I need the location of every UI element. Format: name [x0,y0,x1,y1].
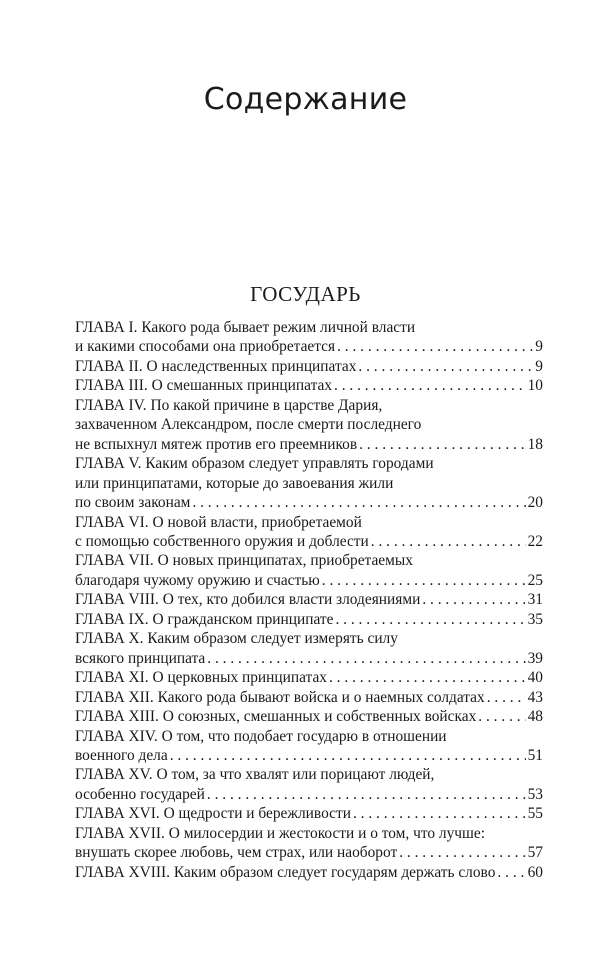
toc-entry-text: ГЛАВА XVIII. Каким образом следует государям держать слово [75,863,496,881]
toc-entry-text: военного дела [75,746,168,764]
page-number: 22 [527,532,543,550]
dot-leader [478,707,525,726]
toc-entry-text: с помощью собственного оружия и доблести [75,532,369,550]
toc-entry-last-line [75,571,543,590]
dot-leader [337,337,533,356]
toc-entry-last-line [75,688,543,707]
toc-entry-text: особенно государей [75,785,205,803]
dot-leader [170,746,526,765]
toc-entry-last-line [75,843,543,862]
dot-leader [335,610,525,629]
toc-entry[interactable] [75,551,543,590]
toc-entry-last-line [75,337,543,356]
toc-entry-last-line [75,649,543,668]
toc-entry-last-line [75,357,543,376]
dot-leader [422,590,525,609]
dot-leader [192,493,525,512]
dot-leader [329,668,526,687]
page-number: 20 [527,494,543,512]
toc-entry[interactable] [75,376,543,395]
toc-entry-last-line [75,804,543,823]
dot-leader [371,532,526,551]
toc-entry[interactable] [75,804,543,823]
toc-entry-text: всякого принципата [75,649,206,667]
toc-entry-last-line [75,532,543,551]
toc-entry[interactable] [75,688,543,707]
toc-entry-line: ГЛАВА IV. По какой причине в царстве Дария, [75,396,383,414]
page-number: 43 [527,688,543,706]
toc-entry-last-line [75,493,543,512]
toc-entry-line: ГЛАВА V. Каким образом следует управлять городами [75,455,434,473]
page-number: 25 [527,571,543,589]
page-number: 51 [527,746,543,764]
section-title: ГОСУДАРЬ [250,282,361,306]
toc-entry-text: ГЛАВА II. О наследственных принципатах [75,357,357,375]
toc-entry[interactable] [75,668,543,687]
page-number: 60 [527,863,543,881]
toc-entry-line: ГЛАВА XVII. О милосердии и жестокости и о том, что лучше: [75,824,485,842]
toc-entry[interactable] [75,863,543,882]
toc-entry-line: ГЛАВА XIV. О том, что подобает государю в отношении [75,727,447,745]
page-number: 57 [527,844,543,862]
toc-entry-last-line [75,590,543,609]
page-number: 35 [527,610,543,628]
toc-entry-text: ГЛАВА XII. Какого рода бывают войска и о наемных солдатах [75,688,485,706]
toc-entry-last-line [75,785,543,804]
dot-leader [322,571,526,590]
toc-entry-last-line [75,746,543,765]
toc-entry-text: по своим законам [75,494,191,512]
toc-entry[interactable] [75,357,543,376]
toc-entry-text: и какими способами она приобретается [75,338,336,356]
toc-entry-text: ГЛАВА VIII. О тех, кто добился власти злодеяниями [75,591,421,609]
toc-entry-line: ГЛАВА X. Каким образом следует измерять силу [75,630,398,648]
toc-entry-text: не вспыхнул мятеж против его преемников [75,435,358,453]
toc-entry[interactable] [75,765,543,804]
table-of-contents [75,318,543,882]
toc-entry-line: или принципатами, которые до завоевания жили [75,474,394,492]
toc-entry[interactable] [75,629,543,668]
toc-entry[interactable] [75,610,543,629]
toc-entry[interactable] [75,824,543,863]
toc-entry-line: ГЛАВА VI. О новой власти, приобретаемой [75,513,362,531]
dot-leader [353,804,526,823]
toc-entry-last-line [75,376,543,395]
page-number: 40 [527,669,543,687]
toc-entry[interactable] [75,318,543,357]
page-number: 31 [527,591,543,609]
dot-leader [358,357,533,376]
toc-entry[interactable] [75,454,543,512]
page-number: 9 [535,338,543,356]
toc-entry-text: благодаря чужому оружию и счастью [75,571,320,589]
toc-entry-line: ГЛАВА I. Какого рода бывает режим личной власти [75,319,416,336]
toc-entry[interactable] [75,727,543,766]
toc-entry-last-line [75,863,543,882]
page-number: 18 [527,435,543,453]
page-number: 39 [527,649,543,667]
page-number: 48 [527,708,543,726]
toc-entry-text: ГЛАВА III. О смешанных принципатах [75,377,333,395]
page-number: 10 [527,377,543,395]
toc-entry-text: ГЛАВА XIII. О союзных, смешанных и собственных войсках [75,708,477,726]
toc-entry[interactable] [75,513,543,552]
toc-entry-text: внушать скорее любовь, чем страх, или наоборот [75,844,398,862]
toc-entry[interactable] [75,396,543,454]
dot-leader [399,843,525,862]
toc-entry-last-line [75,610,543,629]
dot-leader [334,376,526,395]
toc-entry[interactable] [75,590,543,609]
dot-leader [207,785,526,804]
dot-leader [207,649,525,668]
toc-entry-last-line [75,435,543,454]
toc-entry-line: захваченном Александром, после смерти последнего [75,416,422,434]
toc-entry-last-line [75,707,543,726]
page-number: 53 [527,785,543,803]
toc-entry-text: ГЛАВА XI. О церковных принципатах [75,669,327,687]
page-number: 9 [535,357,543,375]
toc-entry-text: ГЛАВА IX. О гражданском принципате [75,610,334,628]
dot-leader [359,435,526,454]
toc-entry-text: ГЛАВА XVI. О щедрости и бережливости [75,805,351,823]
dot-leader [487,688,526,707]
toc-entry-line: ГЛАВА VII. О новых принципатах, приобретаемых [75,552,413,570]
page-title: Содержание [203,82,408,117]
toc-entry-line: ГЛАВА XV. О том, за что хвалят или порицают людей, [75,766,435,784]
dot-leader [497,863,525,882]
page-number: 55 [527,805,543,823]
toc-entry[interactable] [75,707,543,726]
toc-entry-last-line [75,668,543,687]
